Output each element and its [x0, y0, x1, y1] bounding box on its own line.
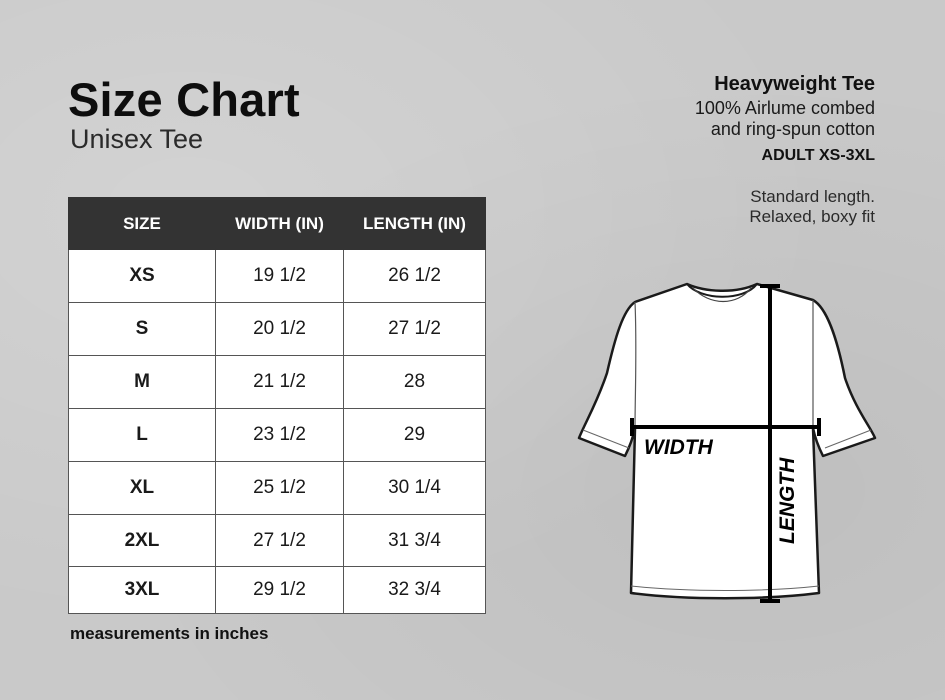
measurement-note: measurements in inches	[70, 624, 269, 643]
length-cell: 32 3/4	[344, 567, 486, 614]
length-cell: 27 1/2	[344, 303, 486, 356]
table-header-row	[69, 198, 486, 250]
width-cell: 29 1/2	[216, 567, 344, 614]
size-cell: XL	[69, 462, 216, 515]
column-header-size: SIZE	[69, 198, 216, 250]
size-range: ADULT XS-3XL	[761, 147, 875, 164]
length-cell: 26 1/2	[344, 250, 486, 303]
table-row	[69, 303, 486, 356]
width-label: WIDTH	[644, 436, 713, 459]
material-description	[695, 98, 875, 140]
width-cell: 20 1/2	[216, 303, 344, 356]
table-row	[69, 409, 486, 462]
material-line-1: 100% Airlume combed	[694, 98, 875, 118]
column-header-width: WIDTH (IN)	[216, 198, 344, 250]
size-cell: M	[69, 356, 216, 409]
table-row	[69, 567, 486, 614]
table-row	[69, 462, 486, 515]
fit-line-2: Relaxed, boxy fit	[749, 207, 875, 226]
length-cell: 31 3/4	[344, 515, 486, 567]
page-subtitle: Unisex Tee	[70, 124, 204, 154]
product-info	[695, 71, 875, 227]
size-table	[68, 197, 486, 614]
width-cell: 27 1/2	[216, 515, 344, 567]
width-cell: 21 1/2	[216, 356, 344, 409]
table-row	[69, 250, 486, 303]
length-cell: 29	[344, 409, 486, 462]
length-cell: 30 1/4	[344, 462, 486, 515]
width-cell: 25 1/2	[216, 462, 344, 515]
size-cell: XS	[69, 250, 216, 303]
size-cell: 2XL	[69, 515, 216, 567]
column-header-length: LENGTH (IN)	[344, 198, 486, 250]
product-name: Heavyweight Tee	[714, 73, 875, 95]
width-cell: 23 1/2	[216, 409, 344, 462]
table-row	[69, 356, 486, 409]
size-cell: S	[69, 303, 216, 356]
length-cell: 28	[344, 356, 486, 409]
table-row	[69, 515, 486, 567]
length-label: LENGTH	[776, 457, 799, 544]
size-cell: 3XL	[69, 567, 216, 614]
fit-description	[695, 187, 875, 227]
tshirt-diagram	[575, 278, 880, 608]
tshirt-outline	[579, 284, 875, 598]
width-cell: 19 1/2	[216, 250, 344, 303]
material-line-2: and ring-spun cotton	[710, 119, 875, 139]
fit-line-1: Standard length.	[750, 187, 875, 206]
size-cell: L	[69, 409, 216, 462]
page-title: Size Chart	[68, 73, 300, 126]
